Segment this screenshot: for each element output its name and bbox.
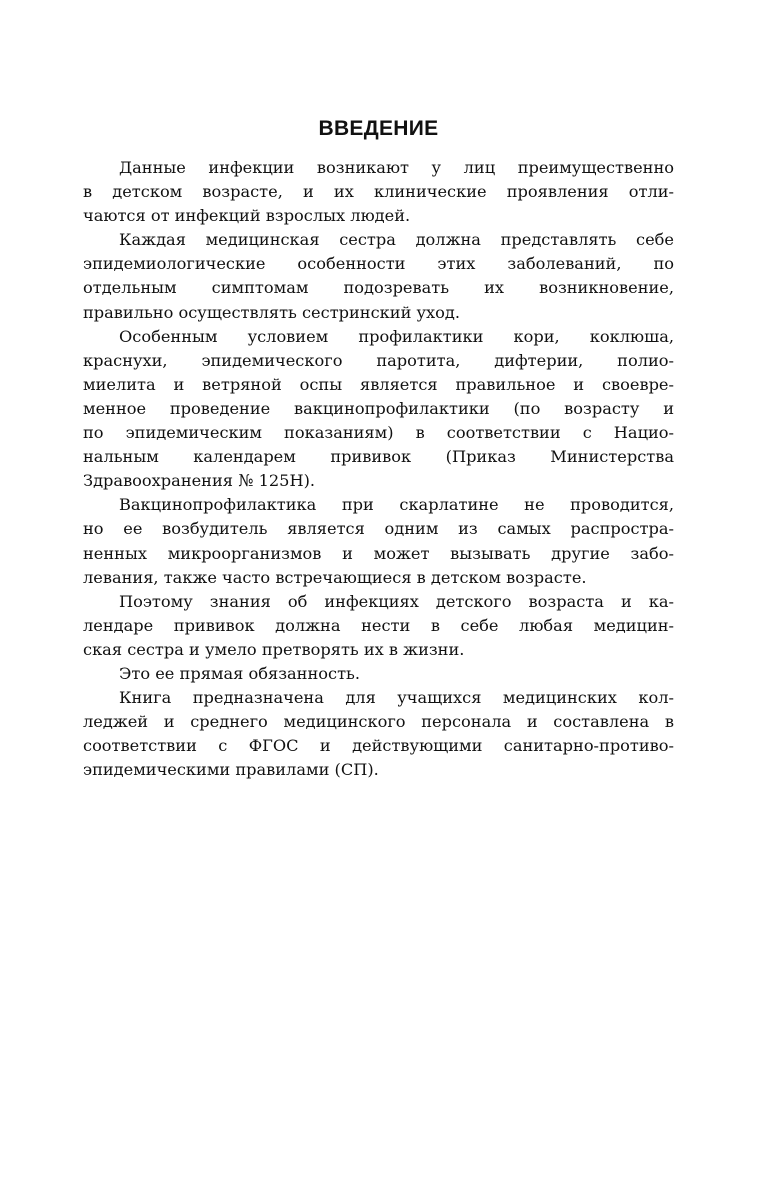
text-line: ненных микроорганизмов и может вызывать другие забо-: [83, 543, 674, 563]
body-text: [83, 156, 674, 782]
text-line: Данные инфекции возникают у лиц преимущественно: [119, 158, 674, 177]
text-line: Вакцинопрофилактика при скарлатине не проводится,: [119, 495, 674, 515]
text-line: менное проведение вакцинопрофилактики (по возрасту и: [83, 398, 674, 418]
text-line: чаются от инфекций взрослых людей.: [83, 206, 411, 226]
paragraph: [83, 590, 674, 662]
text-line: Поэтому знания об инфекциях детского возраста и ка-: [119, 591, 674, 611]
text-line: соответствии с ФГОС и действующими санитарно-противо-: [83, 736, 674, 756]
paragraph: [83, 228, 674, 324]
text-line: отдельным симптомам подозревать их возникновение,: [83, 278, 674, 298]
text-line: лендаре прививок должна нести в себе любая медицин-: [83, 615, 674, 635]
paragraph: [83, 662, 674, 686]
text-line: правильно осуществлять сестринский уход.: [83, 302, 461, 322]
text-line: Каждая медицинская сестра должна представлять себе: [119, 230, 674, 250]
paragraph: [83, 493, 674, 589]
text-line: по эпидемическим показаниям) в соответствии с Нацио-: [83, 423, 674, 443]
text-line: Особенным условием профилактики кори, коклюша,: [119, 326, 674, 346]
text-line: леджей и среднего медицинского персонала и составлена в: [83, 712, 674, 732]
page-title: ВВЕДЕНИЕ: [318, 117, 439, 140]
text-line: нальным календарем прививок (Приказ Министерства: [83, 447, 674, 467]
text-line: эпидемическими правилами (СП).: [83, 760, 379, 780]
paragraph: [83, 325, 674, 494]
text-line: Это ее прямая обязанность.: [119, 663, 360, 683]
text-line: ская сестра и умело претворять их в жизни.: [83, 639, 465, 659]
text-line: Здравоохранения № 125Н).: [83, 471, 316, 491]
paragraph: [83, 156, 674, 228]
text-line: миелита и ветряной оспы является правильное и своевре-: [83, 374, 674, 394]
page: [83, 116, 674, 782]
text-line: но ее возбудитель является одним из самых распростра-: [83, 519, 674, 539]
text-line: левания, также часто встречающиеся в детском возрасте.: [83, 567, 587, 587]
text-line: эпидемиологические особенности этих заболеваний, по: [83, 254, 674, 274]
text-line: краснухи, эпидемического паротита, дифтерии, полио-: [83, 350, 674, 370]
text-line: Книга предназначена для учащихся медицинских кол-: [119, 688, 674, 708]
paragraph: [83, 686, 674, 782]
text-line: в детском возрасте, и их клинические проявления отли-: [83, 182, 674, 202]
